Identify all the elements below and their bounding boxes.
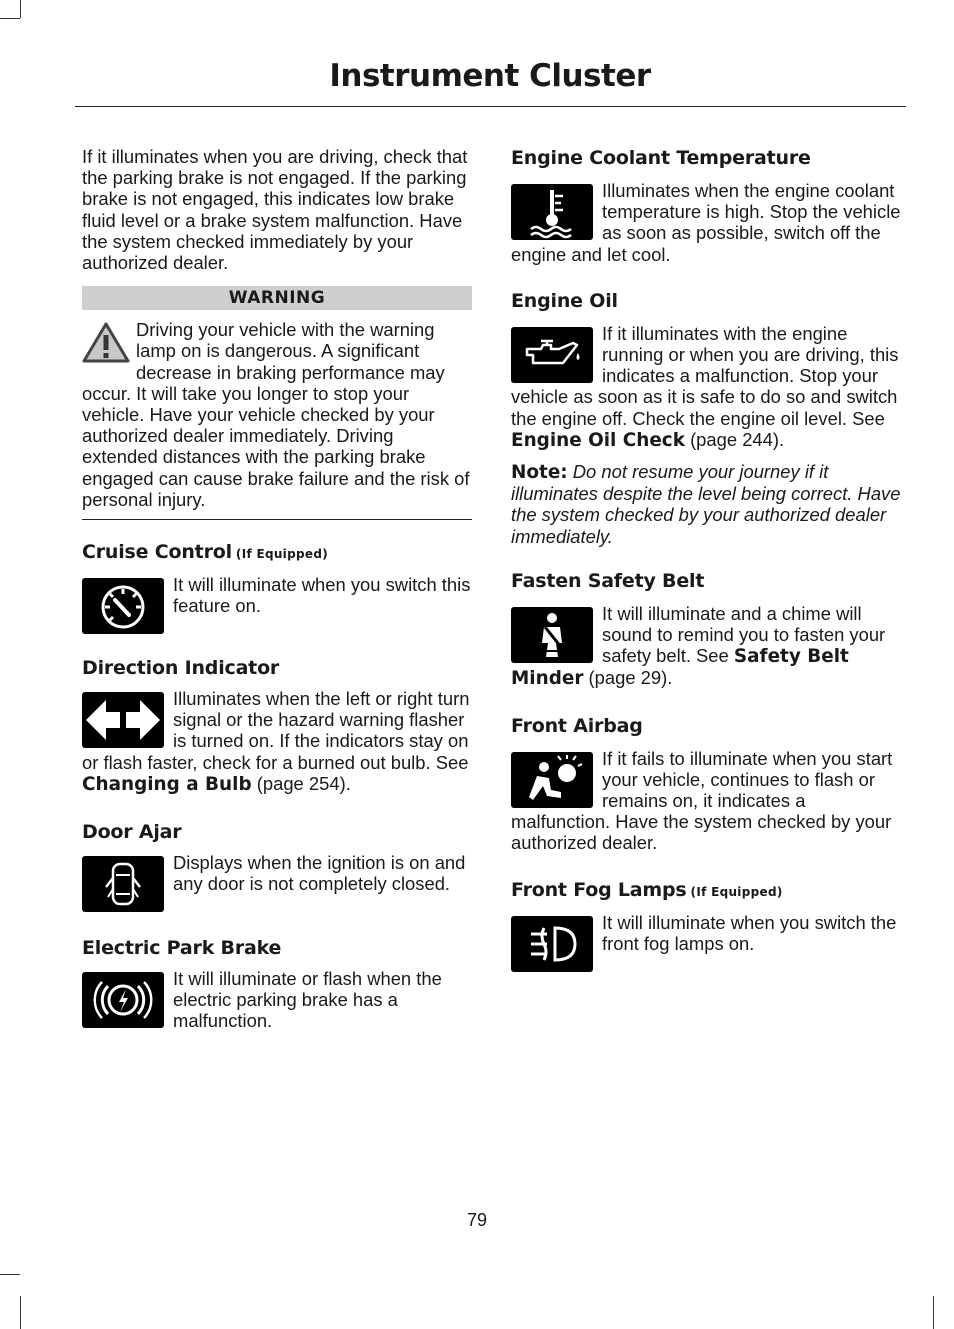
changing-bulb-link[interactable]: Changing a Bulb: [82, 773, 252, 795]
direction-indicator-body: Illuminates when the left or right turn signal or the hazard warning flasher is turned on. If the indicators stay on or flash faster, check for a burned out bulb. See: [82, 688, 470, 773]
door-ajar-car-icon: [82, 856, 164, 912]
fasten-safety-belt-entry: [511, 603, 901, 690]
brake-intro-text: If it illuminates when you are driving, check that the parking brake is not engaged. If the parking brake is not engaged, this indicates low brake fluid level or a brake system malfunction. Have the system checked immediately by your authorized dealer.: [82, 146, 468, 274]
coolant-temperature-icon: [511, 184, 593, 240]
crop-mark: [933, 1296, 934, 1329]
crop-mark: [20, 1296, 21, 1329]
note-label: Note:: [511, 462, 568, 484]
electric-park-brake-entry: [82, 968, 472, 1032]
front-fog-lamps-heading: [511, 878, 901, 904]
cruise-control-text: It will illuminate when you switch this feature on.: [173, 574, 471, 617]
fasten-safety-belt-heading: Fasten Safety Belt: [511, 569, 705, 592]
warning-heading: WARNING: [82, 286, 472, 310]
warning-text: Driving your vehicle with the warning lamp on is dangerous. A significant decrease in braking performance may occur. It will take you longer to stop your vehicle. Have your vehicle checked by your authorized dealer immediately. Driving extended distances with the parking brake engaged can cause brake failure and the risk of personal injury.: [82, 319, 470, 510]
front-airbag-entry: [511, 748, 901, 854]
seat-belt-icon: [511, 607, 593, 663]
cruise-control-entry: [82, 574, 472, 636]
page-reference: (page 244).: [690, 428, 785, 450]
speedometer-icon: [82, 578, 164, 634]
left-column: [82, 146, 472, 1032]
crop-mark: [0, 18, 20, 19]
door-ajar-text: Displays when the ignition is on and any door is not completely closed.: [173, 852, 466, 895]
engine-oil-entry: [511, 323, 901, 451]
airbag-icon: [511, 752, 593, 808]
turn-signal-arrows-icon: [82, 692, 164, 748]
park-brake-icon: [82, 972, 164, 1028]
safety-belt-minder-link[interactable]: Safety Belt Minder: [511, 646, 849, 690]
crop-mark: [20, 0, 21, 18]
engine-coolant-entry: [511, 180, 901, 265]
door-ajar-entry: [82, 852, 472, 914]
cruise-control-title: Cruise Control: [82, 541, 232, 564]
front-fog-lamps-text: It will illuminate when you switch the front fog lamps on.: [602, 911, 897, 954]
page-number: 79: [466, 1210, 488, 1230]
door-ajar-heading: Door Ajar: [82, 821, 182, 844]
if-equipped-label: (If Equipped): [235, 547, 328, 562]
cruise-control-heading: [82, 540, 472, 566]
warning-block: [82, 319, 472, 510]
page-reference: (page 254).: [256, 772, 351, 794]
front-fog-lamps-title: Front Fog Lamps: [511, 878, 687, 901]
fog-lamp-icon: [511, 916, 593, 972]
engine-coolant-text: Illuminates when the engine coolant temperature is high. Stop the vehicle as soon as possible, switch off the engine and let cool.: [511, 180, 901, 265]
page-reference: (page 29).: [588, 667, 673, 689]
direction-indicator-heading: Direction Indicator: [82, 657, 280, 680]
electric-park-brake-text: It will illuminate or flash when the electric parking brake has a malfunction.: [173, 968, 442, 1032]
note-text: Do not resume your journey if it illuminates despite the level being correct. Have the system checked by your authorized dealer immediately.: [511, 461, 901, 547]
front-fog-lamps-entry: [511, 912, 901, 974]
front-airbag-text: If it fails to illuminate when you start your vehicle, continues to flash or remains on, it indicates a malfunction. Have the system checked by your authorized dealer.: [511, 747, 893, 854]
warning-triangle-icon: [82, 321, 134, 365]
engine-oil-note: [511, 461, 901, 547]
engine-coolant-heading: Engine Coolant Temperature: [511, 147, 811, 169]
front-airbag-heading: Front Airbag: [511, 714, 643, 737]
crop-mark: [0, 1274, 20, 1275]
title-divider: [75, 106, 906, 107]
direction-indicator-entry: [82, 688, 472, 795]
oil-can-icon: [511, 327, 593, 383]
page-title: Instrument Cluster: [329, 58, 651, 94]
engine-oil-heading: Engine Oil: [511, 289, 618, 312]
right-column: [511, 146, 901, 974]
fasten-safety-belt-body: It will illuminate and a chime will sound to remind you to fasten your safety belt. See: [602, 602, 886, 667]
if-equipped-label: (If Equipped): [690, 884, 783, 899]
engine-oil-body: If it illuminates with the engine running or when you are driving, this indicates a malfunction. Stop your vehicle as soon as it is safe to do so and switch the engine off. Check the engine oil level. See: [511, 322, 899, 429]
engine-oil-check-link[interactable]: Engine Oil Check: [511, 429, 685, 451]
electric-park-brake-heading: Electric Park Brake: [82, 937, 282, 960]
